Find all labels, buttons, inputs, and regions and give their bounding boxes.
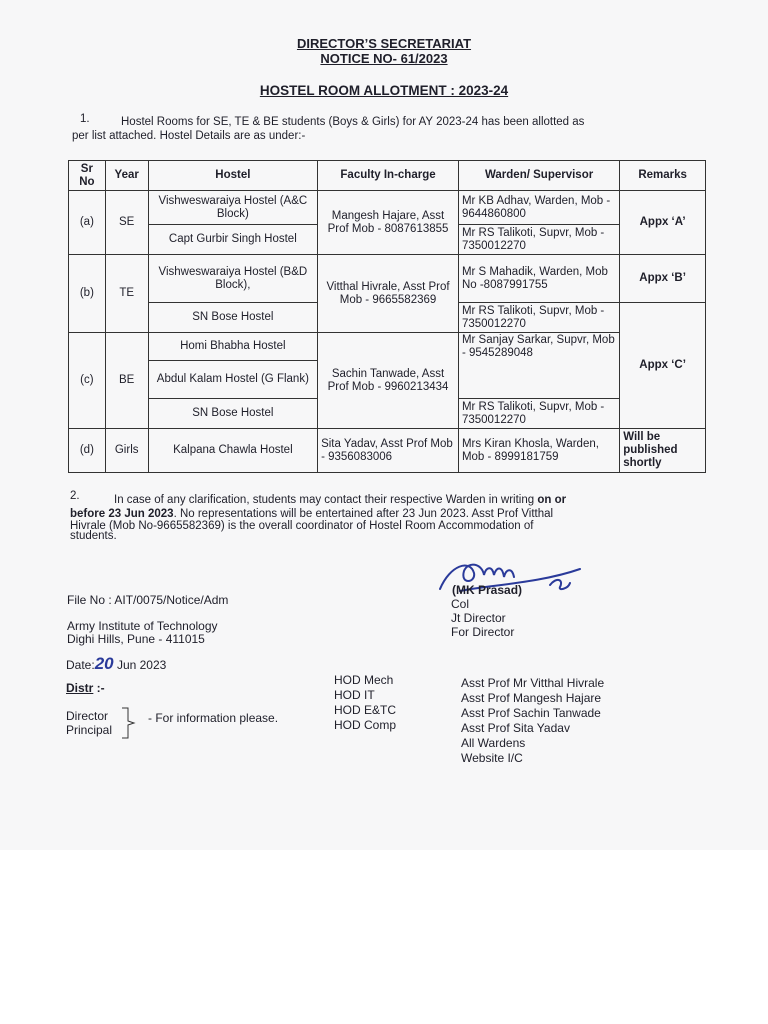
signatory-for: For Director xyxy=(451,625,515,639)
row-b-warden-2: Mr RS Talikoti, Supvr, Mob - 7350012270 xyxy=(458,303,619,333)
row-a-hostel-2: Capt Gurbir Singh Hostel xyxy=(148,225,317,255)
row-c-year: BE xyxy=(105,333,148,429)
row-c-hostel-1: Homi Bhabha Hostel xyxy=(148,333,317,361)
table-row xyxy=(69,255,706,303)
row-b-hostel-1: Vishweswaraiya Hostel (B&D Block), xyxy=(148,255,317,303)
table-header-row xyxy=(69,161,706,191)
row-d-hostel-1: Kalpana Chawla Hostel xyxy=(148,429,317,473)
row-a-faculty: Mangesh Hajare, Asst Prof Mob - 8087613855 xyxy=(318,191,459,255)
row-c-hostel-3: SN Bose Hostel xyxy=(148,399,317,429)
row-c-hostel-2: Abdul Kalam Hostel (G Flank) xyxy=(148,361,317,399)
file-number: File No : AIT/0075/Notice/Adm xyxy=(67,593,229,607)
bracket-icon xyxy=(120,706,140,740)
row-a-year: SE xyxy=(105,191,148,255)
row-b-sr: (b) xyxy=(69,255,106,333)
row-d-sr: (d) xyxy=(69,429,106,473)
distr-hod: HOD E&TC xyxy=(334,703,397,717)
header-faculty: Faculty In-charge xyxy=(318,161,459,191)
row-b-remarks: Appx ‘B’ xyxy=(620,255,706,303)
row-c-warden-1: Mr Sanjay Sarkar, Supvr, Mob - 9545289048 xyxy=(458,333,619,399)
header-remarks: Remarks xyxy=(620,161,706,191)
table-row xyxy=(69,429,706,473)
row-d-warden-1: Mrs Kiran Khosla, Warden, Mob - 8999181759 xyxy=(458,429,619,473)
signatory-appointment: Jt Director xyxy=(451,611,506,625)
distr-info-recipient: Director xyxy=(66,709,109,723)
para1-line2: per list attached. Hostel Details are as under:- xyxy=(72,130,306,142)
address-line2: Dighi Hills, Pune - 411015 xyxy=(67,632,205,646)
row-c-warden-2: Mr RS Talikoti, Supvr, Mob - 7350012270 xyxy=(458,399,619,429)
row-a-warden-2: Mr RS Talikoti, Supvr, Mob - 7350012270 xyxy=(458,225,619,255)
row-d-faculty: Sita Yadav, Asst Prof Mob - 9356083006 xyxy=(318,429,459,473)
row-b-year: TE xyxy=(105,255,148,333)
row-a-sr: (a) xyxy=(69,191,106,255)
distr-heading: Distr :- xyxy=(66,681,105,695)
notice-number: NOTICE NO- 61/2023 xyxy=(320,51,448,66)
para2-line4: students. xyxy=(70,530,117,542)
header-warden: Warden/ Supervisor xyxy=(458,161,619,191)
date-label: Date: xyxy=(66,658,95,672)
table-row xyxy=(69,191,706,225)
distr-other: Website I/C xyxy=(461,751,523,765)
distr-other: Asst Prof Sita Yadav xyxy=(461,721,570,735)
date-rest: Jun 2023 xyxy=(113,658,167,672)
para2-line2: before 23 Jun 2023. No representations will be entertained after 23 Jun 2023. Asst Prof Vitthal xyxy=(70,508,554,520)
distr-hod: HOD Mech xyxy=(334,673,394,687)
distr-other: All Wardens xyxy=(461,736,526,750)
distr-other: Asst Prof Mr Vitthal Hivrale xyxy=(461,676,605,690)
allotment-table xyxy=(68,160,706,473)
row-a-remarks: Appx ‘A’ xyxy=(620,191,706,255)
signatory-rank: Col xyxy=(451,597,470,611)
date-line xyxy=(66,654,167,673)
para1-number: 1. xyxy=(80,113,90,125)
row-c-sr: (c) xyxy=(69,333,106,429)
row-b-faculty: Vitthal Hivrale, Asst Prof Mob - 9665582369 xyxy=(318,255,459,333)
address-line1: Army Institute of Technology xyxy=(67,619,218,633)
distr-info-recipient: Principal xyxy=(66,723,113,737)
row-a-warden-1: Mr KB Adhav, Warden, Mob - 9644860800 xyxy=(458,191,619,225)
header-sr-no: Sr No xyxy=(69,161,106,191)
secretariat-heading: DIRECTOR’S SECRETARIAT xyxy=(296,36,472,51)
row-b-warden-1: Mr S Mahadik, Warden, Mob No -8087991755 xyxy=(458,255,619,303)
header-year: Year xyxy=(105,161,148,191)
row-b-hostel-2: SN Bose Hostel xyxy=(148,303,317,333)
row-c-remarks: Appx ‘C’ xyxy=(620,303,706,429)
row-a-hostel-1: Vishweswaraiya Hostel (A&C Block) xyxy=(148,191,317,225)
para1-line1: Hostel Rooms for SE, TE & BE students (Boys & Girls) for AY 2023-24 has been allotted as xyxy=(121,116,585,128)
para2-line1: In case of any clarification, students may contact their respective Warden in writing on or xyxy=(114,494,567,506)
distr-other: Asst Prof Mangesh Hajare xyxy=(461,691,602,705)
table-row xyxy=(69,333,706,361)
header-hostel: Hostel xyxy=(148,161,317,191)
para2-number: 2. xyxy=(70,490,80,502)
row-d-year: Girls xyxy=(105,429,148,473)
distr-other: Asst Prof Sachin Tanwade xyxy=(461,706,601,720)
date-day-handwritten: 20 xyxy=(94,654,114,673)
row-d-remarks: Will be published shortly xyxy=(620,429,706,473)
row-c-faculty: Sachin Tanwade, Asst Prof Mob - 9960213434 xyxy=(318,333,459,429)
distr-hod: HOD IT xyxy=(334,688,375,702)
distr-hod: HOD Comp xyxy=(334,718,397,732)
para2-line3: Hivrale (Mob No-9665582369) is the overall coordinator of Hostel Room Accommodation of xyxy=(70,520,534,532)
page-title: HOSTEL ROOM ALLOTMENT : 2023-24 xyxy=(259,83,509,98)
distr-info-note: - For information please. xyxy=(148,711,279,725)
signatory-name: (MK Prasad) xyxy=(452,583,523,597)
